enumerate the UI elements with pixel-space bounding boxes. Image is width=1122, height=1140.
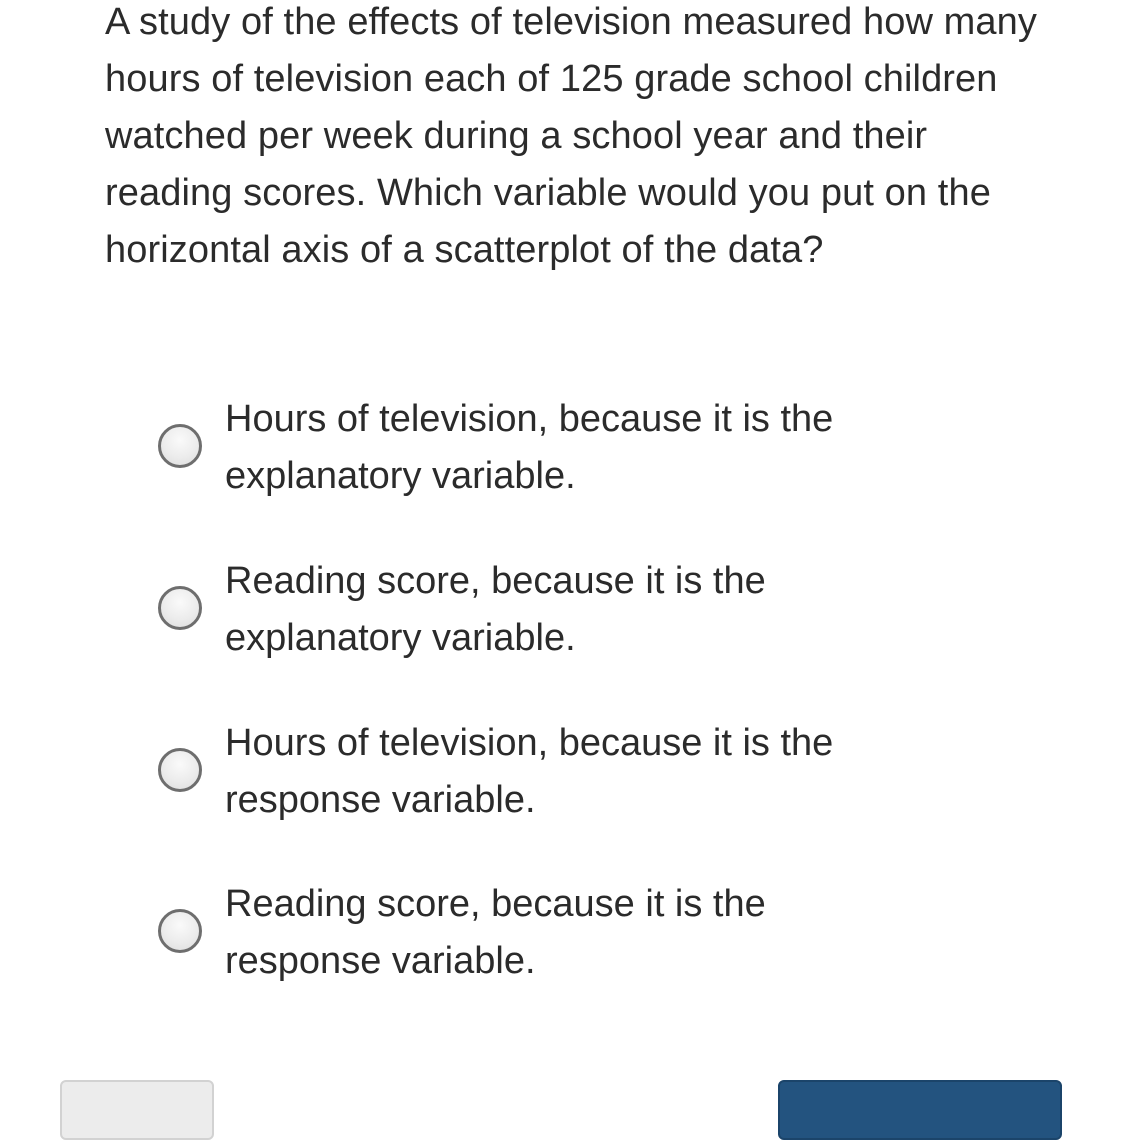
option-label[interactable] [225,553,1045,667]
option-label[interactable] [225,715,1045,829]
question-text: A study of the effects of television measured how many hours of television each of 125 grade school children watched per week during a school year and their reading scores. Which variable would you put on the horizontal axis of a scatterplot of the data? [105,1,1037,271]
option-label[interactable] [225,876,1045,990]
option-hours-explanatory[interactable] [158,391,1058,511]
option-reading-explanatory[interactable] [158,553,1058,673]
option-label-line2: response variable. [225,779,536,821]
next-button[interactable] [778,1080,1062,1140]
option-label-line1: Hours of television, because it is the [225,722,834,764]
option-label-line2: explanatory variable. [225,455,576,497]
option-label-line2: response variable. [225,940,536,982]
option-label-line1: Reading score, because it is the [225,883,766,925]
option-label-line1: Hours of television, because it is the [225,398,834,440]
back-button[interactable] [60,1080,214,1140]
option-label[interactable] [225,391,1045,505]
radio-button[interactable] [158,424,202,468]
option-hours-response[interactable] [158,715,1058,835]
option-reading-response[interactable] [158,876,1058,996]
radio-button[interactable] [158,748,202,792]
radio-button[interactable] [158,586,202,630]
option-label-line1: Reading score, because it is the [225,560,766,602]
option-label-line2: explanatory variable. [225,617,576,659]
radio-button[interactable] [158,909,202,953]
